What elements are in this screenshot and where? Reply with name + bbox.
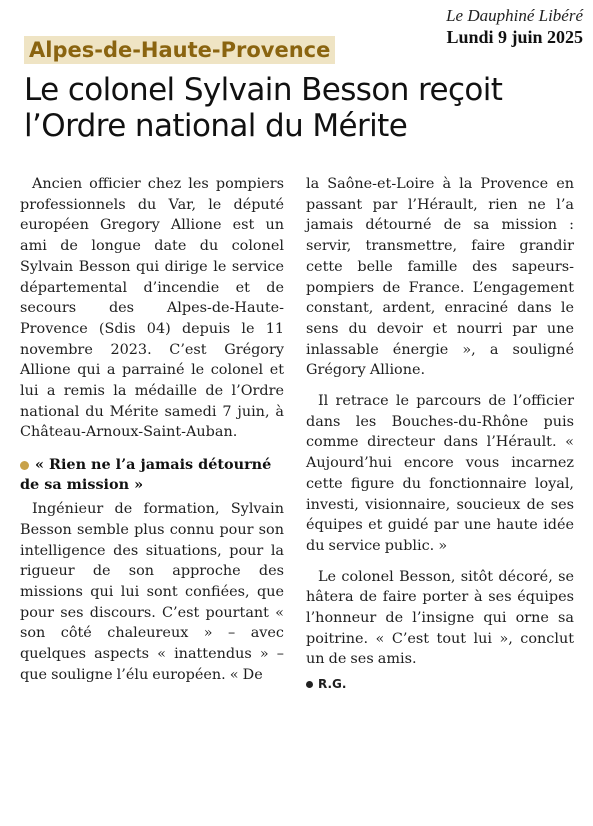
bullet-dot-icon [306, 681, 313, 688]
article-paragraph: Le colonel Besson, sitôt décoré, se hâtera de faire porter à ses équipes l’honneur de l’insigne qui orne sa poitrine. « C’est tout lui », conclut un de ses amis. [306, 568, 574, 668]
article-column-left [20, 174, 284, 685]
article-headline: Le colonel Sylvain Besson reçoit l’Ordre national du Mérite [24, 72, 503, 144]
byline-author: R.G. [318, 677, 347, 692]
article-subhead [20, 455, 284, 495]
article-paragraph: Il retrace le parcours de l’officier dans les Bouches-du-Rhône puis comme directeur dans l’Hérault. « Aujourd’hui encore vous incarnez cette figure du fonctionnaire loyal, investi, visionnaire, soucieux de ses équipes et guidé par une haute idée du service public. » [306, 393, 574, 554]
bullet-dot-icon [20, 461, 29, 470]
issue-date: Lundi 9 juin 2025 [446, 27, 583, 47]
article-paragraph: Ingénieur de formation, Sylvain Besson semble plus connu pour son intelligence des situations, pour la rigueur de son approche des missions qui lui sont confiées, que pour ses discours. C’est pourtant « son côté chaleureux » – avec quelques aspects « inattendus » – que souligne l’élu européen. « De [20, 501, 284, 683]
article-paragraph: Ancien officier chez les pompiers professionnels du Var, le député européen Gregory Allione est un ami de longue date du colonel Sylvain Besson qui dirige le service départemental d’incendie et de secours des Alpes-de-Haute-Provence (Sdis 04) depuis le 11 novembre 2023. C’est Grégory Allione qui a parrainé le colonel et lui a remis la médaille de l’Ordre national du Mérite samedi 7 juin, à Château-Arnoux-Saint-Auban. [20, 176, 284, 441]
byline [306, 676, 574, 692]
article-paragraph-continued: la Saône-et-Loire à la Provence en passant par l’Hérault, rien ne l’a jamais détourné de sa mission : servir, transmettre, faire grandir cette belle famille des sapeurs-pompiers de France. L’engagement constant, ardent, enraciné dans le sens du devoir et nourri par une inlassable énergie », a souligné Grégory Allione. [306, 176, 574, 379]
article-column-right [306, 174, 574, 692]
newspaper-name: Le Dauphiné Libéré [446, 6, 583, 25]
masthead [446, 6, 583, 48]
section-label: Alpes-de-Haute-Provence [24, 36, 335, 64]
subhead-text: « Rien ne l’a jamais détourné de sa mission » [20, 456, 272, 494]
